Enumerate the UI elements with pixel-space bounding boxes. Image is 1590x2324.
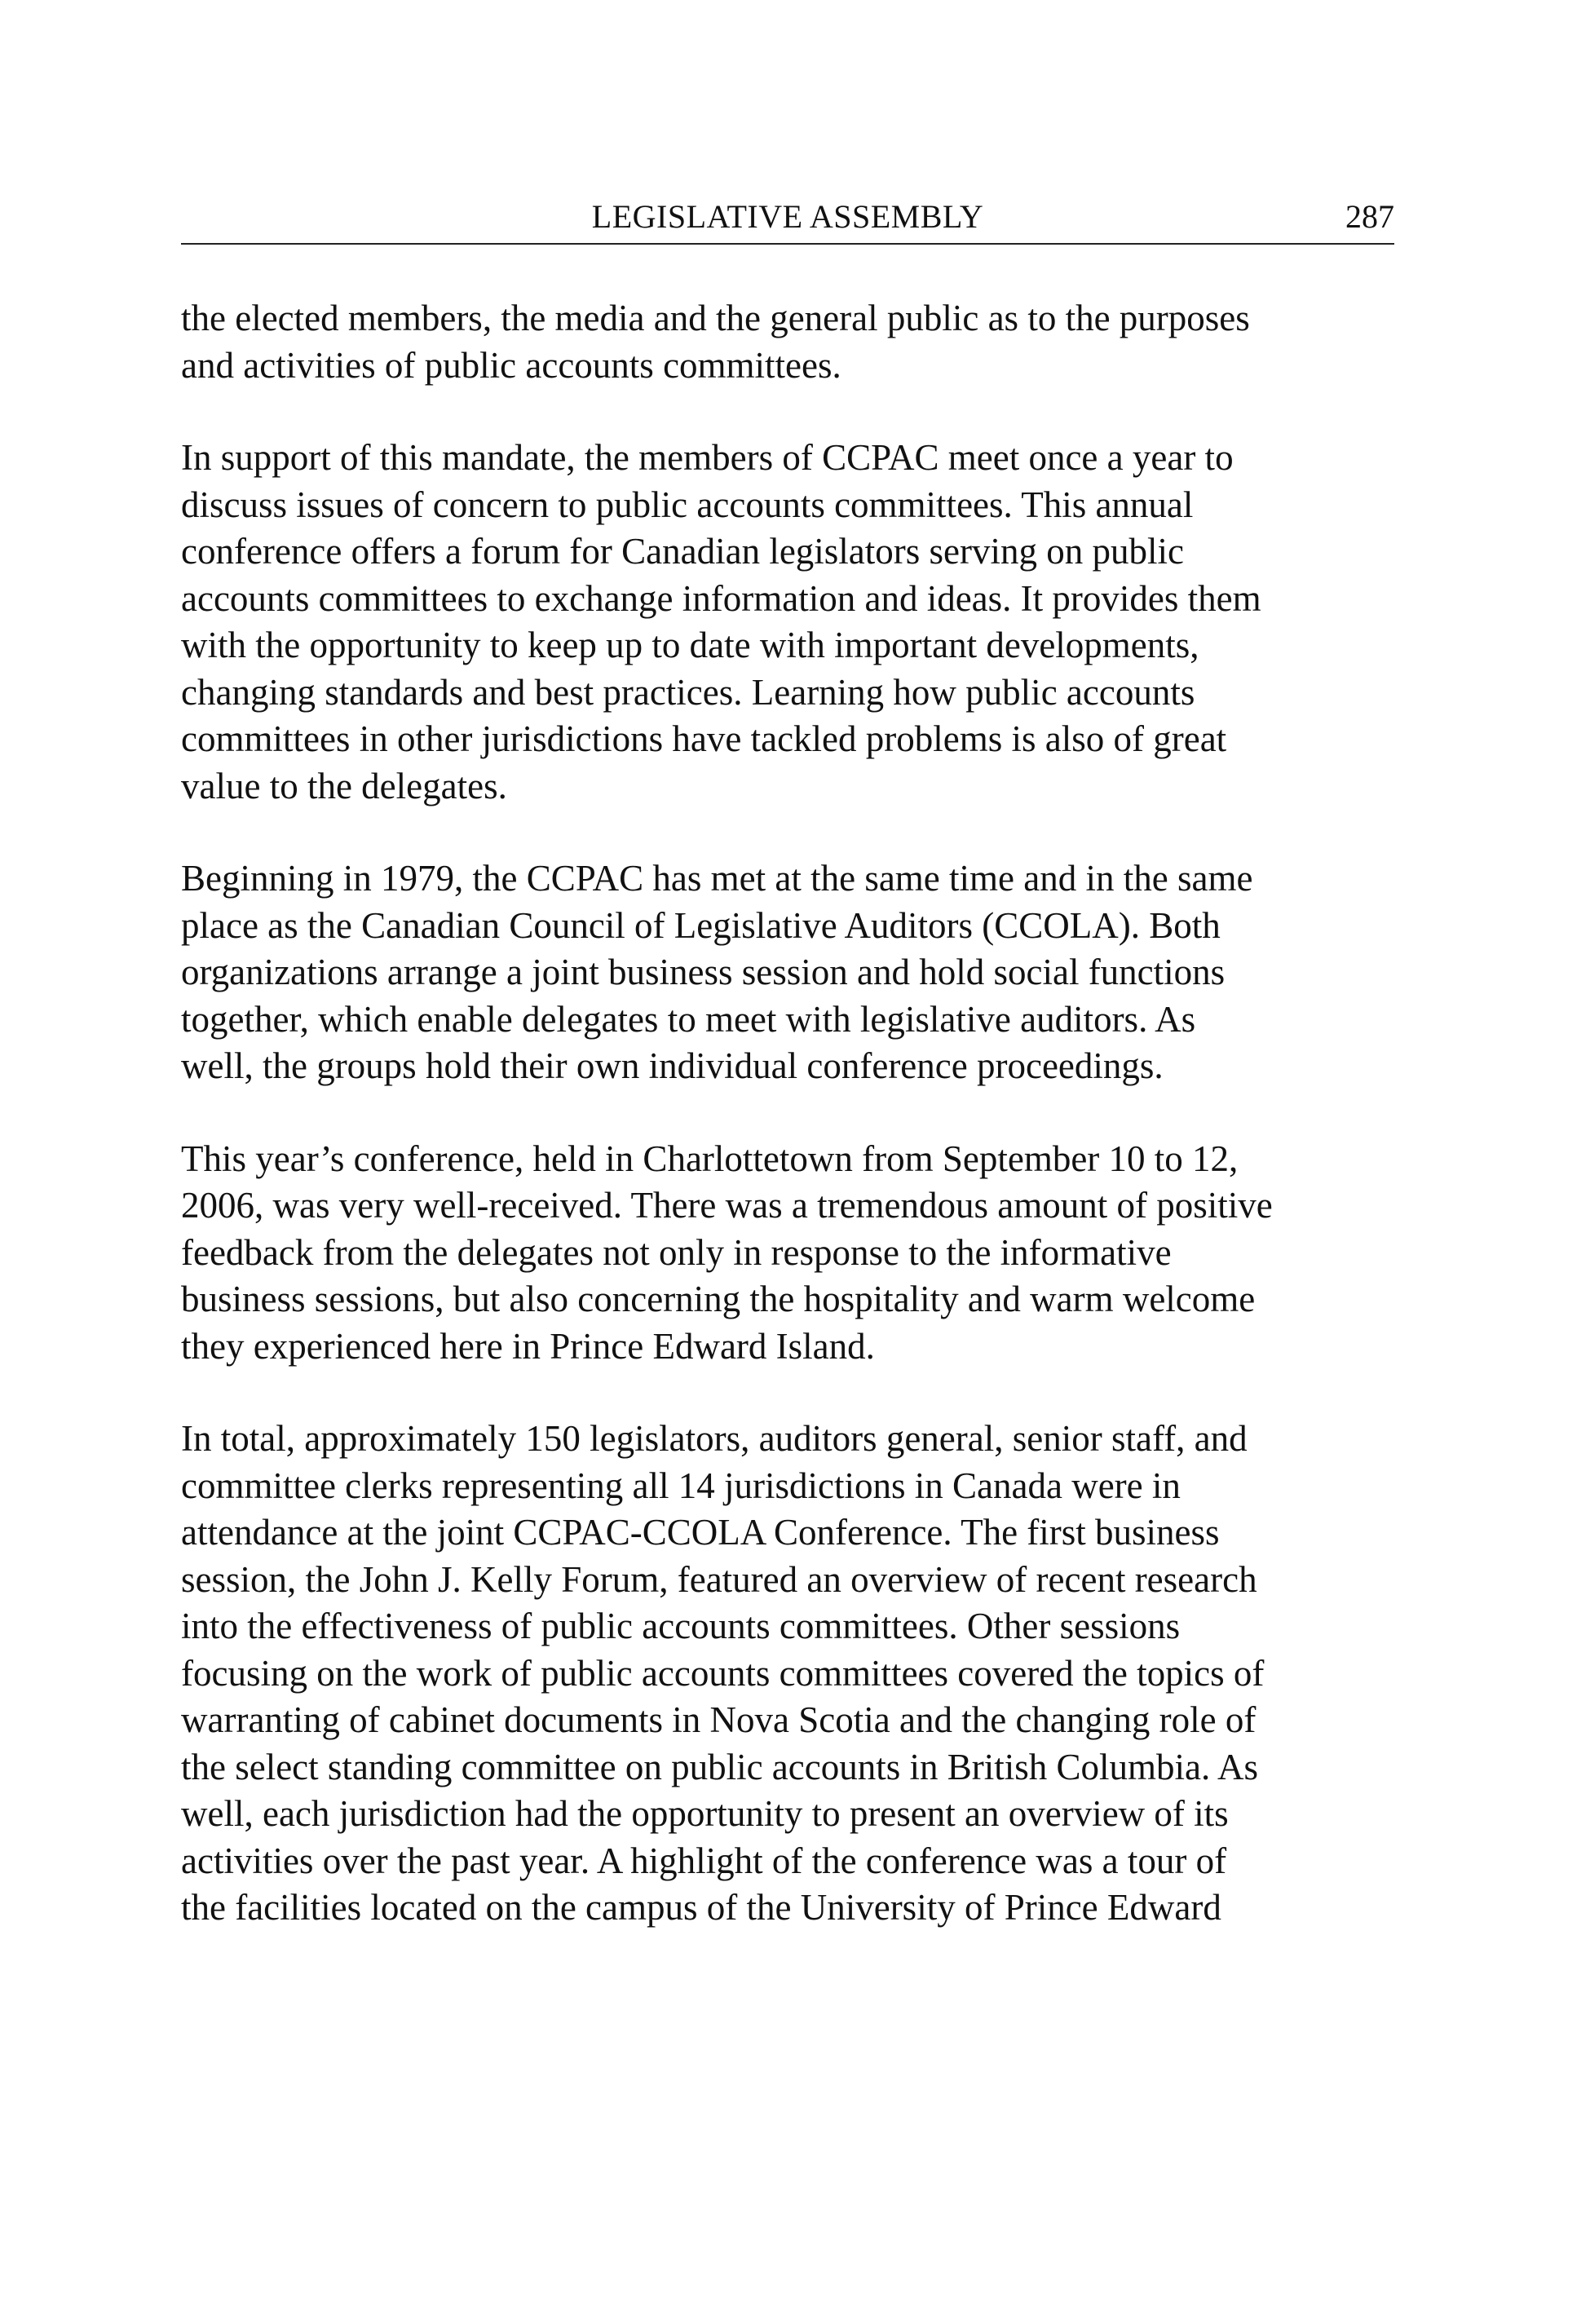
text-line: with the opportunity to keep up to date with important developments, — [181, 625, 1199, 665]
text-line: place as the Canadian Council of Legislative Auditors (CCOLA). Both — [181, 904, 1221, 946]
text-line: session, the John J. Kelly Forum, featured an overview of recent research — [181, 1558, 1257, 1600]
text-line: together, which enable delegates to meet with legislative auditors. As — [181, 998, 1196, 1040]
text-line: This year’s conference, held in Charlottetown from September 10 to 12, — [181, 1138, 1239, 1179]
text-line: well, each jurisdiction had the opportunity to present an overview of its — [181, 1793, 1229, 1834]
text-line: committee clerks representing all 14 jurisdictions in Canada were in — [181, 1465, 1181, 1506]
text-line: changing standards and best practices. Learning how public accounts — [181, 671, 1195, 713]
text-line: discuss issues of concern to public accounts committees. This annual — [181, 484, 1194, 525]
paragraph-2 — [181, 435, 1404, 810]
paragraph-3 — [181, 855, 1404, 1090]
text-line: feedback from the delegates not only in response to the informative — [181, 1231, 1172, 1273]
text-line: into the effectiveness of public accounts committees. Other sessions — [181, 1606, 1181, 1646]
text-line: 2006, was very well-received. There was a tremendous amount of positive — [181, 1185, 1273, 1226]
text-line: organizations arrange a joint business session and hold social functions — [181, 952, 1226, 992]
paragraph-4 — [181, 1136, 1404, 1371]
paragraph-1 — [181, 295, 1404, 389]
text-line: activities over the past year. A highlight of the conference was a tour of — [181, 1840, 1227, 1881]
body-text — [181, 295, 1404, 1977]
text-line: business sessions, but also concerning the hospitality and warm welcome — [181, 1279, 1256, 1319]
text-line: Beginning in 1979, the CCPAC has met at the same time and in the same — [181, 858, 1253, 899]
text-line: attendance at the joint CCPAC-CCOLA Conference. The first business — [181, 1512, 1220, 1553]
text-line: they experienced here in Prince Edward Island. — [181, 1325, 875, 1367]
text-line: the select standing committee on public accounts in British Columbia. As — [181, 1746, 1259, 1787]
text-line: committees in other jurisdictions have tackled problems is also of great — [181, 718, 1227, 759]
text-line: accounts committees to exchange information and ideas. It provides them — [181, 577, 1261, 619]
text-line: the elected members, the media and the general public as to the purposes — [181, 298, 1250, 338]
text-line: In support of this mandate, the members of CCPAC meet once a year to — [181, 437, 1234, 478]
text-line: and activities of public accounts committees. — [181, 344, 841, 386]
paragraph-5 — [181, 1416, 1404, 1932]
text-line: In total, approximately 150 legislators, auditors general, senior staff, and — [181, 1418, 1248, 1459]
text-line: warranting of cabinet documents in Nova Scotia and the changing role of — [181, 1699, 1257, 1740]
text-line: the facilities located on the campus of the University of Prince Edward — [181, 1887, 1221, 1928]
page-number: 287 — [1345, 198, 1394, 235]
text-line: conference offers a forum for Canadian legislators serving on public — [181, 531, 1184, 572]
text-line: value to the delegates. — [181, 765, 507, 806]
text-line: well, the groups hold their own individual conference proceedings. — [181, 1045, 1164, 1086]
running-title: LEGISLATIVE ASSEMBLY — [591, 198, 984, 235]
running-header — [181, 196, 1394, 245]
text-line: focusing on the work of public accounts committees covered the topics of — [181, 1652, 1265, 1694]
